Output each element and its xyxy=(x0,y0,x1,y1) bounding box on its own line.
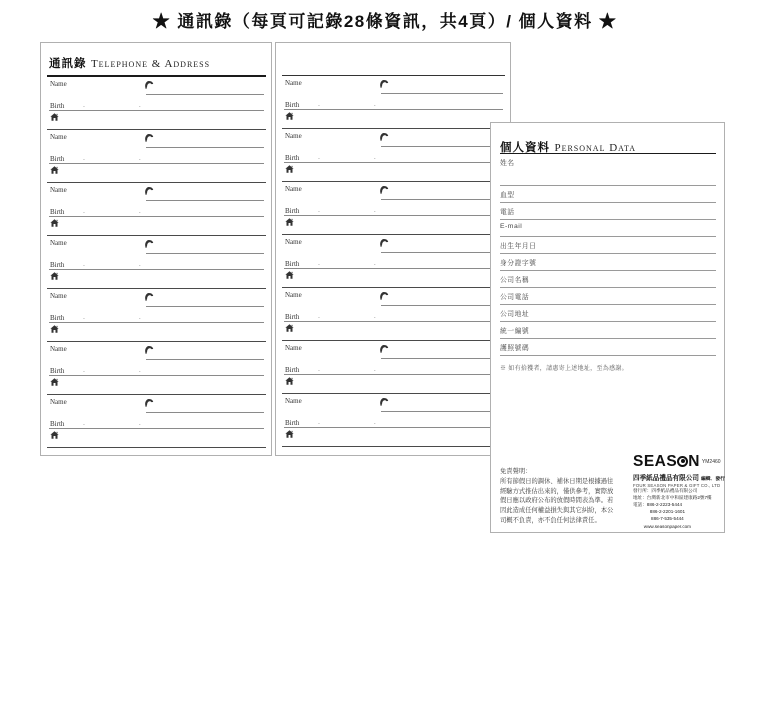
field-row-company-phone: 公司電話 xyxy=(500,288,716,305)
field-row-passport-number: 護照號碼 xyxy=(500,339,716,356)
house-icon xyxy=(50,325,59,333)
phone-handset-icon xyxy=(143,133,154,142)
address-entry xyxy=(282,182,505,235)
phone-handset-icon xyxy=(378,238,389,247)
birth-write-line xyxy=(49,322,264,323)
address-entry xyxy=(282,341,505,394)
name-label: Name xyxy=(50,239,67,247)
field-row-tax-number: 統一編號 xyxy=(500,322,716,339)
name-label: Name xyxy=(285,185,302,193)
birth-write-line xyxy=(49,163,264,164)
birth-write-line xyxy=(49,216,264,217)
phone-write-line xyxy=(381,199,503,200)
name-label: Name xyxy=(50,186,67,194)
birth-label: Birth xyxy=(285,207,300,215)
house-icon xyxy=(285,430,294,438)
birth-write-line xyxy=(49,110,264,111)
phone-handset-icon xyxy=(143,80,154,89)
house-icon xyxy=(50,378,59,386)
phone-handset-icon xyxy=(143,345,154,354)
birth-date-separators: . . xyxy=(83,155,167,162)
house-icon xyxy=(285,218,294,226)
birth-write-line xyxy=(49,428,264,429)
phone-write-line xyxy=(381,146,503,147)
birth-write-line xyxy=(49,269,264,270)
disclaimer-block xyxy=(500,467,628,526)
birth-date-separators: . . xyxy=(83,208,167,215)
birth-write-line xyxy=(284,374,503,375)
address-book-header-en: Telephone & Address xyxy=(90,58,211,70)
disclaimer-line: 司概不負責，亦不負任何法律責任。 xyxy=(500,516,601,524)
personal-data-fields xyxy=(500,154,716,356)
address-entry xyxy=(47,289,266,342)
field-row-phone: 電話 xyxy=(500,203,716,220)
phone-write-line xyxy=(146,253,264,254)
birth-date-separators: . . xyxy=(318,419,402,426)
house-icon xyxy=(285,112,294,120)
birth-date-separators: . . xyxy=(318,101,402,108)
address-book-left-page xyxy=(40,42,272,456)
birth-label: Birth xyxy=(50,208,65,216)
publisher-info-line: 發行所：四季紙品禮品有限公司 xyxy=(633,488,698,494)
address-entry xyxy=(47,130,266,183)
birth-date-separators: . . xyxy=(83,314,167,321)
address-entry xyxy=(47,395,266,448)
season-logo-o-icon xyxy=(677,456,688,467)
birth-date-separators: . . xyxy=(318,366,402,373)
birth-date-separators: . . xyxy=(318,154,402,161)
publisher-phone-line: 886-2-2201-1601 xyxy=(649,508,686,514)
address-book-header-zh: 通訊錄 xyxy=(49,58,87,70)
birth-label: Birth xyxy=(50,102,65,110)
birth-date-separators: . . xyxy=(83,367,167,374)
publisher-address-line: 地址：台灣新北市中和區建康路2號7樓 xyxy=(633,495,712,501)
personal-data-page xyxy=(490,122,725,533)
season-logo-text-left: SEAS xyxy=(633,453,678,470)
phone-handset-icon xyxy=(378,185,389,194)
birth-date-separators: . . xyxy=(83,420,167,427)
season-logo-text-right: N xyxy=(688,453,700,470)
field-row-birthdate: 出生年月日 xyxy=(500,237,716,254)
phone-write-line xyxy=(146,147,264,148)
phone-write-line xyxy=(146,306,264,307)
birth-label: Birth xyxy=(50,367,65,375)
field-row-email: E-mail xyxy=(500,220,716,237)
name-label: Name xyxy=(285,291,302,299)
field-row-company-address: 公司地址 xyxy=(500,305,716,322)
phone-write-line xyxy=(381,93,503,94)
address-entries-column xyxy=(282,75,505,447)
phone-write-line xyxy=(146,200,264,201)
personal-data-header-zh: 個人資料 xyxy=(500,142,550,154)
house-icon xyxy=(285,377,294,385)
address-entry xyxy=(282,235,505,288)
publisher-company-name: 四季紙品禮品有限公司 編輯．發行 xyxy=(633,475,725,483)
name-label: Name xyxy=(285,344,302,352)
if-found-note: ※ 如有拾獲者，請惠寄上述地址，至為感謝。 xyxy=(500,366,628,372)
birth-write-line xyxy=(284,321,503,322)
phone-handset-icon xyxy=(378,132,389,141)
phone-handset-icon xyxy=(378,344,389,353)
phone-write-line xyxy=(381,252,503,253)
name-label: Name xyxy=(50,133,67,141)
name-label: Name xyxy=(50,345,67,353)
birth-label: Birth xyxy=(285,101,300,109)
phone-handset-icon xyxy=(143,186,154,195)
disclaimer-line: 假日應以政府公布的放假時間表為準。若 xyxy=(500,497,614,505)
name-label: Name xyxy=(285,397,302,405)
birth-date-separators: . . xyxy=(318,260,402,267)
house-icon xyxy=(50,431,59,439)
phone-handset-icon xyxy=(378,291,389,300)
birth-date-separators: . . xyxy=(83,261,167,268)
phone-write-line xyxy=(381,305,503,306)
house-icon xyxy=(285,165,294,173)
publisher-phone-line: 886-7-535-5444 xyxy=(651,515,684,521)
address-entry xyxy=(47,236,266,289)
field-row-name: 姓名 xyxy=(500,154,716,186)
birth-label: Birth xyxy=(285,260,300,268)
address-entry xyxy=(282,288,505,341)
phone-write-line xyxy=(146,94,264,95)
birth-date-separators: . . xyxy=(83,102,167,109)
house-icon xyxy=(50,219,59,227)
name-label: Name xyxy=(50,80,67,88)
birth-label: Birth xyxy=(285,419,300,427)
birth-write-line xyxy=(284,215,503,216)
disclaimer-title: 免責聲明： xyxy=(500,468,532,475)
name-label: Name xyxy=(50,398,67,406)
publisher-company-name-en: FOUR SEASON PAPER & GIFT CO., LTD xyxy=(633,483,721,489)
phone-write-line xyxy=(146,412,264,413)
phone-handset-icon xyxy=(143,292,154,301)
birth-write-line xyxy=(284,427,503,428)
birth-write-line xyxy=(49,375,264,376)
season-logo xyxy=(633,453,719,471)
publisher-block xyxy=(633,453,725,531)
birth-label: Birth xyxy=(285,154,300,162)
address-entry xyxy=(47,342,266,395)
address-entry xyxy=(282,129,505,182)
phone-write-line xyxy=(146,359,264,360)
address-entries-column xyxy=(47,75,266,448)
name-label: Name xyxy=(285,238,302,246)
field-row-id-number: 身分證字號 xyxy=(500,254,716,271)
name-label: Name xyxy=(285,79,302,87)
disclaimer-line: 因此造成任何權益損失與其它糾紛，本公 xyxy=(500,507,614,514)
birth-date-separators: . . xyxy=(318,313,402,320)
birth-label: Birth xyxy=(50,261,65,269)
house-icon xyxy=(50,272,59,280)
disclaimer-line: 所有節假日的調休、補休日期是根據過往 xyxy=(500,477,614,485)
address-entry xyxy=(47,183,266,236)
field-row-bloodtype: 血型 xyxy=(500,186,716,203)
name-label: Name xyxy=(50,292,67,300)
address-entry xyxy=(282,76,505,129)
birth-label: Birth xyxy=(50,155,65,163)
publisher-role: 編輯．發行 xyxy=(700,477,725,483)
address-book-right-page xyxy=(275,42,511,456)
birth-write-line xyxy=(284,268,503,269)
phone-handset-icon xyxy=(378,397,389,406)
birth-write-line xyxy=(284,162,503,163)
phone-handset-icon xyxy=(378,79,389,88)
publisher-website: www.seasonpaper.com xyxy=(643,523,692,529)
phone-handset-icon xyxy=(143,398,154,407)
personal-data-header-en: Personal Data xyxy=(554,142,637,154)
publisher-phone-line: 電話：886-2-2223-5444 xyxy=(633,502,683,508)
house-icon xyxy=(285,324,294,332)
page-title: ★ 通訊錄（每頁可記錄28條資訊，共4頁）/ 個人資料 ★ xyxy=(152,12,618,31)
birth-date-separators: . . xyxy=(318,207,402,214)
birth-write-line xyxy=(284,109,503,110)
phone-write-line xyxy=(381,358,503,359)
birth-label: Birth xyxy=(285,313,300,321)
address-entry xyxy=(47,77,266,130)
phone-handset-icon xyxy=(143,239,154,248)
address-book-header xyxy=(49,54,265,72)
birth-label: Birth xyxy=(285,366,300,374)
house-icon xyxy=(50,166,59,174)
name-label: Name xyxy=(285,132,302,140)
house-icon xyxy=(285,271,294,279)
field-row-company-name: 公司名稱 xyxy=(500,271,716,288)
birth-label: Birth xyxy=(50,420,65,428)
address-entry xyxy=(282,394,505,447)
birth-label: Birth xyxy=(50,314,65,322)
phone-write-line xyxy=(381,411,503,412)
product-model-number: YM2460 xyxy=(701,459,721,465)
disclaimer-line: 經驗方式推估出來的，僅供參考，實際放 xyxy=(500,487,614,495)
house-icon xyxy=(50,113,59,121)
